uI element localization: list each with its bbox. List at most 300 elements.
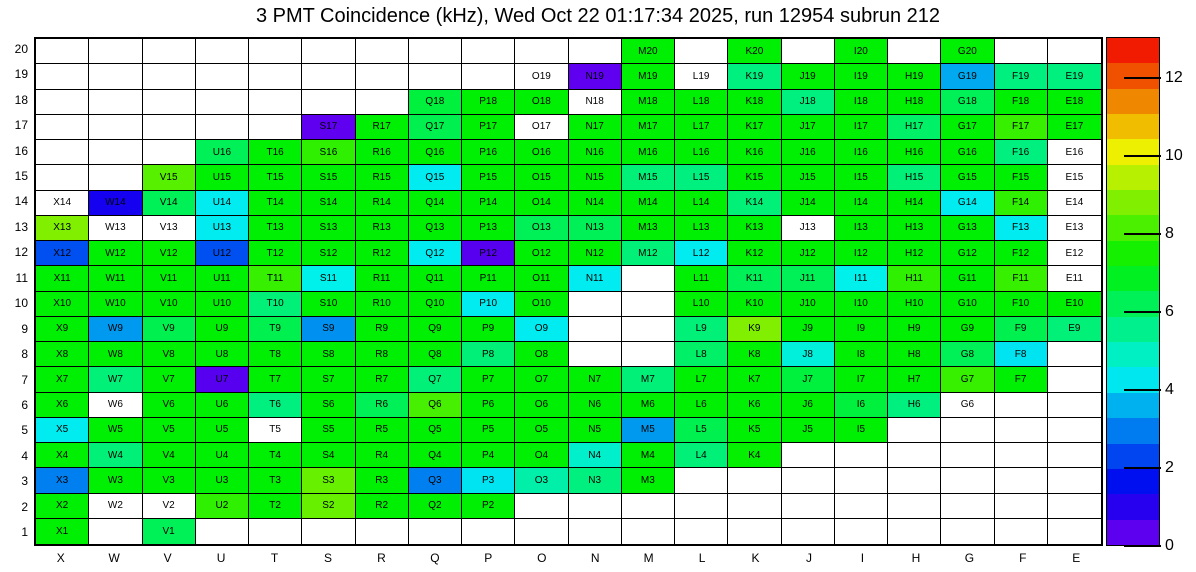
grid-cell: Q7 <box>409 367 462 392</box>
grid-cell <box>569 317 622 342</box>
x-axis-tick-label: G <box>964 551 975 565</box>
grid-cell: L19 <box>675 64 728 89</box>
grid-cell: K18 <box>728 90 781 115</box>
grid-cell: V7 <box>143 367 196 392</box>
grid-cell: X11 <box>36 266 89 291</box>
grid-cell: H16 <box>888 140 941 165</box>
grid-cell: F17 <box>995 115 1048 140</box>
grid-cell: J11 <box>782 266 835 291</box>
grid-cell: M6 <box>622 393 675 418</box>
y-axis-tick-label: 18 <box>14 92 28 107</box>
grid-cell: Q14 <box>409 191 462 216</box>
grid-cell <box>941 443 994 468</box>
grid-cell: L6 <box>675 393 728 418</box>
grid-cell: V14 <box>143 191 196 216</box>
grid-cell: J13 <box>782 216 835 241</box>
grid-cell <box>782 519 835 544</box>
grid-cell: K12 <box>728 241 781 266</box>
grid-cell: R9 <box>356 317 409 342</box>
y-axis-tick-label: 7 <box>21 372 28 387</box>
grid-cell: R5 <box>356 418 409 443</box>
grid-cell: P12 <box>462 241 515 266</box>
grid-cell: M17 <box>622 115 675 140</box>
grid-cell: K5 <box>728 418 781 443</box>
grid-cell: K8 <box>728 342 781 367</box>
grid-cell: Q5 <box>409 418 462 443</box>
grid-cell: T13 <box>249 216 302 241</box>
colorbar-band <box>1107 215 1159 240</box>
colorbar-tick-label: 2 <box>1165 458 1174 476</box>
grid-cell: X5 <box>36 418 89 443</box>
grid-cell: V9 <box>143 317 196 342</box>
grid-cell <box>995 468 1048 493</box>
grid-cell: P2 <box>462 494 515 519</box>
grid-cell: O18 <box>515 90 568 115</box>
colorbar-tick-line <box>1124 155 1161 157</box>
x-axis-tick-label: F <box>1019 551 1027 565</box>
grid-cell <box>462 39 515 64</box>
grid-cell: T11 <box>249 266 302 291</box>
grid-cell: W10 <box>89 292 142 317</box>
grid-cell: O16 <box>515 140 568 165</box>
x-axis-tick-label: U <box>216 551 226 565</box>
colorbar-band <box>1107 291 1159 316</box>
x-axis-tick-label: H <box>911 551 921 565</box>
x-axis-tick-label: L <box>698 551 706 565</box>
grid-cell: W9 <box>89 317 142 342</box>
grid-cell <box>302 90 355 115</box>
grid-cell: E18 <box>1048 90 1101 115</box>
grid-cell <box>89 140 142 165</box>
y-axis-tick-label: 8 <box>21 347 28 362</box>
x-axis-tick-label: O <box>537 551 547 565</box>
grid-cell <box>302 39 355 64</box>
grid-cell <box>89 64 142 89</box>
grid-cell: W8 <box>89 342 142 367</box>
grid-cell <box>782 443 835 468</box>
grid-cell: L4 <box>675 443 728 468</box>
grid-cell <box>888 468 941 493</box>
grid-cell <box>941 519 994 544</box>
grid-cell: Q8 <box>409 342 462 367</box>
grid-cell: Q13 <box>409 216 462 241</box>
grid-cell: S9 <box>302 317 355 342</box>
grid-cell: I10 <box>835 292 888 317</box>
grid-cell <box>1048 367 1101 392</box>
colorbar-tick-label: 0 <box>1165 537 1174 554</box>
grid-cell: I11 <box>835 266 888 291</box>
grid-cell <box>728 519 781 544</box>
grid-cell: W2 <box>89 494 142 519</box>
colorbar-band <box>1107 418 1159 443</box>
grid-cell: T16 <box>249 140 302 165</box>
grid-cell <box>675 519 728 544</box>
grid-cell: I13 <box>835 216 888 241</box>
grid-cell: O17 <box>515 115 568 140</box>
grid-cell <box>1048 342 1101 367</box>
grid-cell <box>356 64 409 89</box>
grid-cell: T14 <box>249 191 302 216</box>
grid-cell: O12 <box>515 241 568 266</box>
colorbar-tick-line <box>1124 467 1161 469</box>
y-axis-tick-label: 4 <box>21 448 28 463</box>
grid-cell <box>995 519 1048 544</box>
grid-cell: E11 <box>1048 266 1101 291</box>
grid-cell: J5 <box>782 418 835 443</box>
grid-cell <box>515 39 568 64</box>
colorbar-band <box>1107 393 1159 418</box>
grid-cell: M4 <box>622 443 675 468</box>
grid-cell: G8 <box>941 342 994 367</box>
y-axis-tick-label: 15 <box>14 168 28 183</box>
x-axis-tick-label: I <box>860 551 865 565</box>
grid-cell: J10 <box>782 292 835 317</box>
grid-cell: L12 <box>675 241 728 266</box>
grid-cell <box>356 90 409 115</box>
grid-cell: W12 <box>89 241 142 266</box>
grid-cell <box>622 342 675 367</box>
grid-cell: G16 <box>941 140 994 165</box>
grid-cell: M3 <box>622 468 675 493</box>
grid-cell <box>888 519 941 544</box>
colorbar-tick-label: 12 <box>1165 68 1183 86</box>
grid-cell: O5 <box>515 418 568 443</box>
grid-cell: X7 <box>36 367 89 392</box>
y-axis-tick-label: 6 <box>21 398 28 413</box>
grid-cell <box>569 39 622 64</box>
colorbar-tick-line <box>1124 77 1161 79</box>
grid-cell <box>249 39 302 64</box>
grid-cell <box>89 519 142 544</box>
grid-cell: S13 <box>302 216 355 241</box>
grid-cell: N17 <box>569 115 622 140</box>
grid-cell: M12 <box>622 241 675 266</box>
grid-cell: U10 <box>196 292 249 317</box>
grid-cell: I9 <box>835 317 888 342</box>
colorbar-band <box>1107 114 1159 139</box>
grid-cell: V8 <box>143 342 196 367</box>
grid-cell: W4 <box>89 443 142 468</box>
grid-cell <box>1048 418 1101 443</box>
grid-cell: J16 <box>782 140 835 165</box>
y-axis-tick-label: 11 <box>15 270 28 285</box>
grid-cell: Q11 <box>409 266 462 291</box>
grid-cell: W3 <box>89 468 142 493</box>
grid-cell: F9 <box>995 317 1048 342</box>
grid-cell: P10 <box>462 292 515 317</box>
grid-cell: U15 <box>196 165 249 190</box>
grid-cell <box>675 468 728 493</box>
colorbar-band <box>1107 520 1159 545</box>
grid-cell <box>728 468 781 493</box>
grid-cell: Q17 <box>409 115 462 140</box>
grid-cell: U9 <box>196 317 249 342</box>
grid-cell <box>1048 39 1101 64</box>
grid-cell: P18 <box>462 90 515 115</box>
y-axis-tick-label: 14 <box>14 194 28 209</box>
grid-cell: P17 <box>462 115 515 140</box>
grid-cell: I16 <box>835 140 888 165</box>
grid-cell: J19 <box>782 64 835 89</box>
grid-cell: T5 <box>249 418 302 443</box>
grid-cell: O7 <box>515 367 568 392</box>
x-axis-tick-label: V <box>163 551 172 565</box>
grid-cell: U12 <box>196 241 249 266</box>
grid-cell: X12 <box>36 241 89 266</box>
grid-cell: W11 <box>89 266 142 291</box>
grid-cell <box>409 64 462 89</box>
grid-cell: U2 <box>196 494 249 519</box>
grid-cell: K11 <box>728 266 781 291</box>
grid-cell: F8 <box>995 342 1048 367</box>
y-axis-tick-label: 13 <box>14 219 28 234</box>
grid-cell: T15 <box>249 165 302 190</box>
grid-cell: F14 <box>995 191 1048 216</box>
y-axis-tick-label: 19 <box>14 67 28 82</box>
grid-cell: T9 <box>249 317 302 342</box>
x-axis-tick-label: Q <box>430 551 440 565</box>
grid-cell: V1 <box>143 519 196 544</box>
colorbar-tick-label: 10 <box>1165 146 1183 164</box>
grid-cell: H18 <box>888 90 941 115</box>
grid-cell <box>941 468 994 493</box>
grid-cell <box>1048 519 1101 544</box>
grid-cell: Q16 <box>409 140 462 165</box>
grid-cell: R17 <box>356 115 409 140</box>
grid-cell: J6 <box>782 393 835 418</box>
grid-cell <box>143 115 196 140</box>
grid-cell: S7 <box>302 367 355 392</box>
grid-cell: F19 <box>995 64 1048 89</box>
grid-cell: F16 <box>995 140 1048 165</box>
grid-cell: O4 <box>515 443 568 468</box>
y-axis-tick-label: 5 <box>21 423 28 438</box>
grid-cell: P11 <box>462 266 515 291</box>
colorbar-tick-label: 4 <box>1165 380 1174 398</box>
x-axis-tick-label: M <box>643 551 654 565</box>
grid-cell: M19 <box>622 64 675 89</box>
grid-cell <box>249 64 302 89</box>
grid-cell: F10 <box>995 292 1048 317</box>
grid-cell <box>622 494 675 519</box>
grid-cell: R13 <box>356 216 409 241</box>
grid-cell <box>995 494 1048 519</box>
grid-cell <box>249 90 302 115</box>
grid-cell: J17 <box>782 115 835 140</box>
grid-cell: V2 <box>143 494 196 519</box>
grid-cell <box>89 90 142 115</box>
colorbar-tick-line <box>1124 389 1161 391</box>
grid-cell: W5 <box>89 418 142 443</box>
grid-cell <box>835 443 888 468</box>
grid-cell: G7 <box>941 367 994 392</box>
grid-cell: U5 <box>196 418 249 443</box>
grid-cell: P13 <box>462 216 515 241</box>
grid-cell: S2 <box>302 494 355 519</box>
grid-cell <box>995 443 1048 468</box>
grid-cell <box>143 39 196 64</box>
grid-cell: M5 <box>622 418 675 443</box>
y-axis-tick-label: 2 <box>21 499 28 514</box>
colorbar-band <box>1107 317 1159 342</box>
grid-cell: M16 <box>622 140 675 165</box>
grid-cell: S10 <box>302 292 355 317</box>
grid-cell <box>622 266 675 291</box>
grid-cell: L13 <box>675 216 728 241</box>
grid-cell: H13 <box>888 216 941 241</box>
grid-cell: V4 <box>143 443 196 468</box>
grid-cell: O13 <box>515 216 568 241</box>
grid-cell: H12 <box>888 241 941 266</box>
grid-cell: W6 <box>89 393 142 418</box>
chart-title: 3 PMT Coincidence (kHz), Wed Oct 22 01:17:34 2025, run 12954 subrun 212 <box>255 5 941 27</box>
grid-cell <box>196 64 249 89</box>
grid-cell: H9 <box>888 317 941 342</box>
grid-cell: E15 <box>1048 165 1101 190</box>
y-axis-tick-label: 12 <box>14 245 28 260</box>
grid-cell: U6 <box>196 393 249 418</box>
grid-cell: W7 <box>89 367 142 392</box>
grid-cell: G12 <box>941 241 994 266</box>
grid-cell <box>1048 468 1101 493</box>
grid-cell: M15 <box>622 165 675 190</box>
grid-cell: L14 <box>675 191 728 216</box>
colorbar-band <box>1107 241 1159 266</box>
grid-cell: O6 <box>515 393 568 418</box>
grid-cell: S5 <box>302 418 355 443</box>
grid-cell: I6 <box>835 393 888 418</box>
grid-cell <box>462 64 515 89</box>
grid-cell: T2 <box>249 494 302 519</box>
grid-cell <box>995 418 1048 443</box>
grid-cell: L8 <box>675 342 728 367</box>
grid-cell: I7 <box>835 367 888 392</box>
grid-cell <box>36 115 89 140</box>
grid-cell: J18 <box>782 90 835 115</box>
x-axis-tick-label: R <box>377 551 386 565</box>
grid-cell: U7 <box>196 367 249 392</box>
grid-cell: O19 <box>515 64 568 89</box>
x-axis-tick-label: N <box>590 551 600 565</box>
grid-cell: X14 <box>36 191 89 216</box>
grid-cell: K20 <box>728 39 781 64</box>
grid-cell <box>196 90 249 115</box>
grid-cell <box>515 494 568 519</box>
grid-cell: G19 <box>941 64 994 89</box>
grid-cell <box>941 418 994 443</box>
grid-cell: K17 <box>728 115 781 140</box>
grid-cell <box>675 494 728 519</box>
grid-cell: S8 <box>302 342 355 367</box>
grid-cell: E10 <box>1048 292 1101 317</box>
colorbar-tick-line <box>1124 233 1161 235</box>
grid-cell <box>143 90 196 115</box>
grid-cell: I12 <box>835 241 888 266</box>
grid-cell <box>1048 494 1101 519</box>
grid-cell: H7 <box>888 367 941 392</box>
grid-cell <box>249 519 302 544</box>
grid-cell: P15 <box>462 165 515 190</box>
colorbar-band <box>1107 190 1159 215</box>
grid-cell: O11 <box>515 266 568 291</box>
colorbar-tick-line <box>1124 311 1161 313</box>
grid-cell <box>888 39 941 64</box>
grid-cell: R12 <box>356 241 409 266</box>
grid-cell <box>782 39 835 64</box>
grid-cell: F18 <box>995 90 1048 115</box>
grid-cell: X10 <box>36 292 89 317</box>
x-axis-tick-label: X <box>56 551 65 565</box>
grid-cell: Q10 <box>409 292 462 317</box>
grid-cell: T3 <box>249 468 302 493</box>
grid-cell: K10 <box>728 292 781 317</box>
grid-cell <box>995 393 1048 418</box>
grid-cell <box>782 494 835 519</box>
grid-cell: F13 <box>995 216 1048 241</box>
grid-cell: O3 <box>515 468 568 493</box>
grid-cell: V10 <box>143 292 196 317</box>
y-axis-tick-label: 10 <box>14 296 28 311</box>
grid-cell: N5 <box>569 418 622 443</box>
grid-cell: M18 <box>622 90 675 115</box>
colorbar <box>1106 37 1160 546</box>
grid-cell: V5 <box>143 418 196 443</box>
y-axis-tick-label: 17 <box>14 118 28 133</box>
x-axis-tick-label: W <box>108 551 120 565</box>
grid-cell: K19 <box>728 64 781 89</box>
grid-cell: O8 <box>515 342 568 367</box>
grid-cell: I15 <box>835 165 888 190</box>
grid-cell: K14 <box>728 191 781 216</box>
grid-cell: R4 <box>356 443 409 468</box>
grid-cell: L7 <box>675 367 728 392</box>
grid-cell: G18 <box>941 90 994 115</box>
grid-cell <box>196 115 249 140</box>
x-axis-tick-label: T <box>270 551 279 565</box>
grid-cell: Q4 <box>409 443 462 468</box>
grid-cell <box>622 292 675 317</box>
grid-cell <box>36 64 89 89</box>
grid-cell: N19 <box>569 64 622 89</box>
grid-cell <box>569 494 622 519</box>
grid-cell <box>1048 443 1101 468</box>
colorbar-band <box>1107 469 1159 494</box>
grid-cell: N12 <box>569 241 622 266</box>
grid-cell: K7 <box>728 367 781 392</box>
grid-cell: S15 <box>302 165 355 190</box>
grid-cell: V3 <box>143 468 196 493</box>
grid-cell: J14 <box>782 191 835 216</box>
grid-cell: G9 <box>941 317 994 342</box>
grid-cell: R10 <box>356 292 409 317</box>
y-axis-tick-label: 3 <box>21 474 28 489</box>
grid-cell: V13 <box>143 216 196 241</box>
colorbar-band <box>1107 266 1159 291</box>
grid-cell: U11 <box>196 266 249 291</box>
grid-cell <box>356 519 409 544</box>
grid-cell: N16 <box>569 140 622 165</box>
grid-cell: U3 <box>196 468 249 493</box>
grid-cell <box>36 39 89 64</box>
grid-cell: S12 <box>302 241 355 266</box>
grid-cell: Q18 <box>409 90 462 115</box>
grid-cell: X1 <box>36 519 89 544</box>
colorbar-band <box>1107 89 1159 114</box>
colorbar-band <box>1107 444 1159 469</box>
grid-cell <box>89 39 142 64</box>
grid-cell: W13 <box>89 216 142 241</box>
grid-cell: J15 <box>782 165 835 190</box>
